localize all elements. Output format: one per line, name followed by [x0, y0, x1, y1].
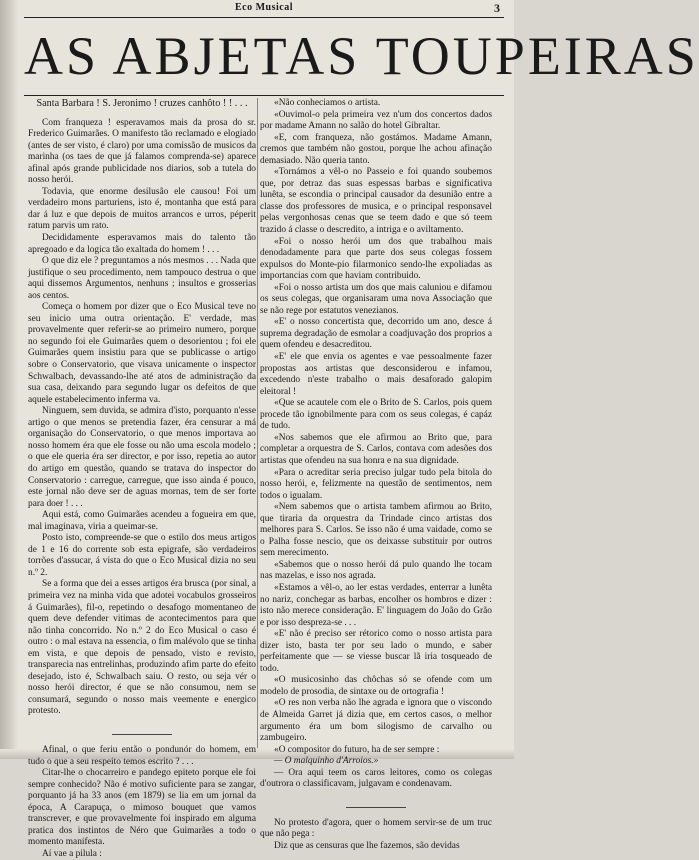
quoted-paragraph: «O compositor do futuro, ha de ser sempre : [274, 744, 440, 755]
quoted-paragraph: «Para o acreditar seria preciso julgar tudo pela bitola do nosso herói, e, felizmente na questão de sentimentos, nem todos o igualam. [260, 467, 492, 501]
quoted-paragraph: «O musicosinho das chôchas só se ofende com um modelo de prosodia, de sintaxe ou de ortografia ! [260, 675, 492, 697]
quoted-paragraph: «Foi o nosso herói um dos que trabalhou mais denodadamente para que parte dos seus colegas fossem expulsos do Monte-pio filarmonico sendo-lhe expoliadas as importancias com que haviam contribuido. [260, 236, 492, 282]
paragraph: Decididamente esperavamos mais do talento tão apregoado e da logica tão exaltada do homem ! . . . [28, 233, 256, 255]
quoted-paragraph: «E' o nosso concertista que, decorrido um ano, desce á suprema degradação de esmolar a coadjuvação dos proprios a quem ofendeu e desacreditou. [260, 317, 492, 351]
quoted-paragraph: «Ouvimol-o pela primeira vez n'um dos concertos dados por madame Amann no salão do hotel Gibraltar. [260, 109, 492, 132]
page-binding-edge [0, 0, 18, 759]
opening-line: Santa Barbara ! S. Jeronimo ! cruzes canhôto ! ! . . . [36, 98, 248, 109]
paragraph: — Ora aqui teem os caros leitores, como os colegas d'outrora o classificavam, julgavam e condenavam. [260, 767, 492, 790]
section-separator [112, 734, 172, 735]
quoted-paragraph: «Foi o nosso artista um dos que mais caluniou e difamou os seus colegas, que organisaram uma nova Associação que se não rege por estatutos venezianos. [260, 282, 492, 316]
header-rule [24, 17, 504, 18]
paragraph: Com franqueza ! esperavamos mais da prosa do sr. Frederico Guimarães. O manifesto tão reclamado e elogiado (antes de ser visto, é claro) por uma comissão de musicos da marinha (os taes de que já falamos comprenda-se) aparece afinal após grande publicidade nos diarios, sob a tutela do nosso herói. [28, 117, 256, 186]
article-title: AS ABJETAS TOUPEIRAS [24, 26, 699, 86]
quoted-paragraph: «Nem sabemos que o artista tambem afirmou ao Brito, que tiraria da orquestra da Trindade cinco artistas dos melhores para S. Carlos. Se isso não é uma vaidade, como se o Palha fosse nescio, que os deixasse substituir por outros sem merecimento. [260, 502, 492, 559]
paragraph: Começa o homem por dizer que o Eco Musical teve no seu inicio uma outra orientação. E' verdade, mas provavelmente quer referir-se ao primeiro numero, porque no segundo foi ele Guimarães quem o desorientou ; foi ele Guimarães quem insistiu para que se publicasse o artigo sobre o Conservatorio, que visava unicamente o inspector Schwalbach, devassando-lhe até atos de administração da sua casa, deixando para segundo lugar os defeitos de que aquele estabelecimento inferma va. [28, 302, 256, 405]
paragraph: Posto isto, compreende-se que o estilo dos meus artigos de 1 e 16 do corrente sob esta epigrafe, são verdadeiros torrões d'assucar, á vista do que o Eco Musical dizia no seu n.º 2. [28, 533, 256, 578]
paragraph: Diz que as censuras que lhe fazemos, são devidas [274, 840, 460, 851]
running-header [24, 2, 504, 16]
quoted-paragraph: «Tornámos a vêl-o no Passeio e foi quando soubemos que, por detraz das suas espessas barbas e significativa lunêta, se escondia o principal causador da desunião entre a classe dos professores de musica, e o principal responsavel pelas vergonhosas cenas que se teem dado e que só teem trazido á classe o descredito, a intriga e o aviltamento. [260, 167, 492, 236]
right-column [260, 98, 492, 852]
paragraph: Todavia, que enorme desilusão ele causou! Foi um verdadeiro mons parturiens, isto é, montanha que está para dar á luz e que depois de muitos arrancos e urros, péperit ratum parvis um rato. [28, 186, 256, 232]
paragraph: Afinal, o que feriu então o pondunór do homem, em tudo o que a seu respeito temos escrito ? . . . [28, 744, 256, 767]
paragraph: O que diz ele ? preguntamos a nós mesmos . . . Nada que justifique o seu procedimento, nem tampouco destrua o que aqui dissemos Argumentos, nenhuns ; insultos e grosserias aos centos. [28, 256, 257, 301]
paragraph: Aqui está, como Guimarães acendeu a fogueira em que, mal imaginava, viria a queimar-se. [28, 510, 256, 532]
left-column [28, 98, 256, 860]
paragraph: Ninguem, sem duvida, se admira d'isto, porquanto n'esse artigo o que menos se pretendia fazer, éra censurar a má organisação do Conservatorio, o que menos importava ao nosso homem éra que ele fosse ou não uma escola modelo ; o que ele queria éra ser director, e por isso, repetia ao autor do artigo em questão, quando se tratava do inspector do Conservatorio : carregue, carregue, que isso ainda é pouco, este jornal não deve ser de aguas mornas, tem de ser forte para doer ! . . . [28, 406, 256, 509]
masthead: Eco Musical [235, 2, 293, 13]
page-number: 3 [494, 1, 500, 15]
quoted-paragraph: «O res non verba não lhe agrada e ignora que o viscondo de Almeida Garret já dizia que, em certos casos, o melhor argumento éra um bom silogismo de carvalho ou zambugeiro. [260, 698, 492, 744]
quoted-paragraph: «Não conheciamos o artista. [274, 98, 381, 108]
paragraph: No protesto d'agora, quer o homem servir-se de um truc que não pega : [260, 817, 492, 840]
quoted-paragraph: «E' ele que envia os agentes e vae pessoalmente fazer propostas aos artistas que desconsiderou e infamou, excedendo n'este trabalho o mais desaforado galopim eleitoral ! [260, 352, 492, 397]
quoted-paragraph: «Que se acautele com ele o Brito de S. Carlos, pois quem procede tão ignobilmente para com os seus colegas, é capáz de tudo. [260, 398, 492, 432]
paragraph: Se a forma que dei a esses artigos éra brusca (por sinal, a primeira vez na minha vida que adotei vocabulos grosseiros á Guimarães), fil-o, repetindo o desafogo momentaneo de quem deve defender vitimas de acontecimentos para que não tinha concorrido. No n.º 2 do Eco Musical o caso é outro : o mal estava na essencia, o fim malévolo que se tinha em vista, e que depois de pensado, visto e revisto, transparecia nas entrelinhas, produzindo afim parte do efeito desejado, isto é, Schwalbach saiu. O resto, ou seja vér o nosso herói director, é que se não consumou, nem se consumará, segundo o nosso mais veemente e energico protesto. [28, 579, 256, 717]
paragraph: Aí vae a pilula : [42, 848, 102, 859]
quoted-paragraph: «E, com franqueza, não gostámos. Madame Amann, cremos que também não gostou, porque lhe achou afinação demasiado. Não queria tanto. [260, 132, 492, 166]
paragraph: Citar-lhe o chocarreiro e pandego epiteto porque ele foi sempre conhecido? Não é motivo suficiente para se zangar, porquanto já ha 33 anos (em 1879) se lia em um jornal da época, A Carapuça, o mimoso bouquet que vamos transcrever, e que provavelmente foi inspirado em alguma pratica dos instintos de Néro que Guimarães a todo o momento manifesta. [28, 768, 256, 848]
quoted-paragraph: «Estamos a vêl-o, ao ler estas verdades, enterrar a lunêta no nariz, conchegar as barbas, encolher os hombros e dizer : isto não merece consideração. E' linguagem do João do Grão e por isso despreza-se . . . [260, 582, 492, 628]
quoted-paragraph: «Nos sabemos que ele afirmou ao Brito que, para completar a orquestra de S. Carlos, contava com adesões dos artistas que ofendeu na sua honra e na sua dignidade. [260, 432, 492, 466]
section-separator [346, 807, 406, 808]
quoted-paragraph: «Sabemos que o nosso herói dá pulo quando lhe tocam nas mazelas, e isso nos agrada. [260, 559, 492, 582]
quoted-verse: — O malquinho d'Arroios.» [274, 756, 379, 767]
title-rule [24, 95, 504, 96]
quoted-paragraph: «E' não é preciso ser rétorico como o nosso artista para dizer isto, basta ter por seu lado o mundo, e saber perfeitamente que — se viesse buscar lã iria tosqueado de todo. [260, 629, 492, 674]
column-divider [257, 98, 258, 748]
